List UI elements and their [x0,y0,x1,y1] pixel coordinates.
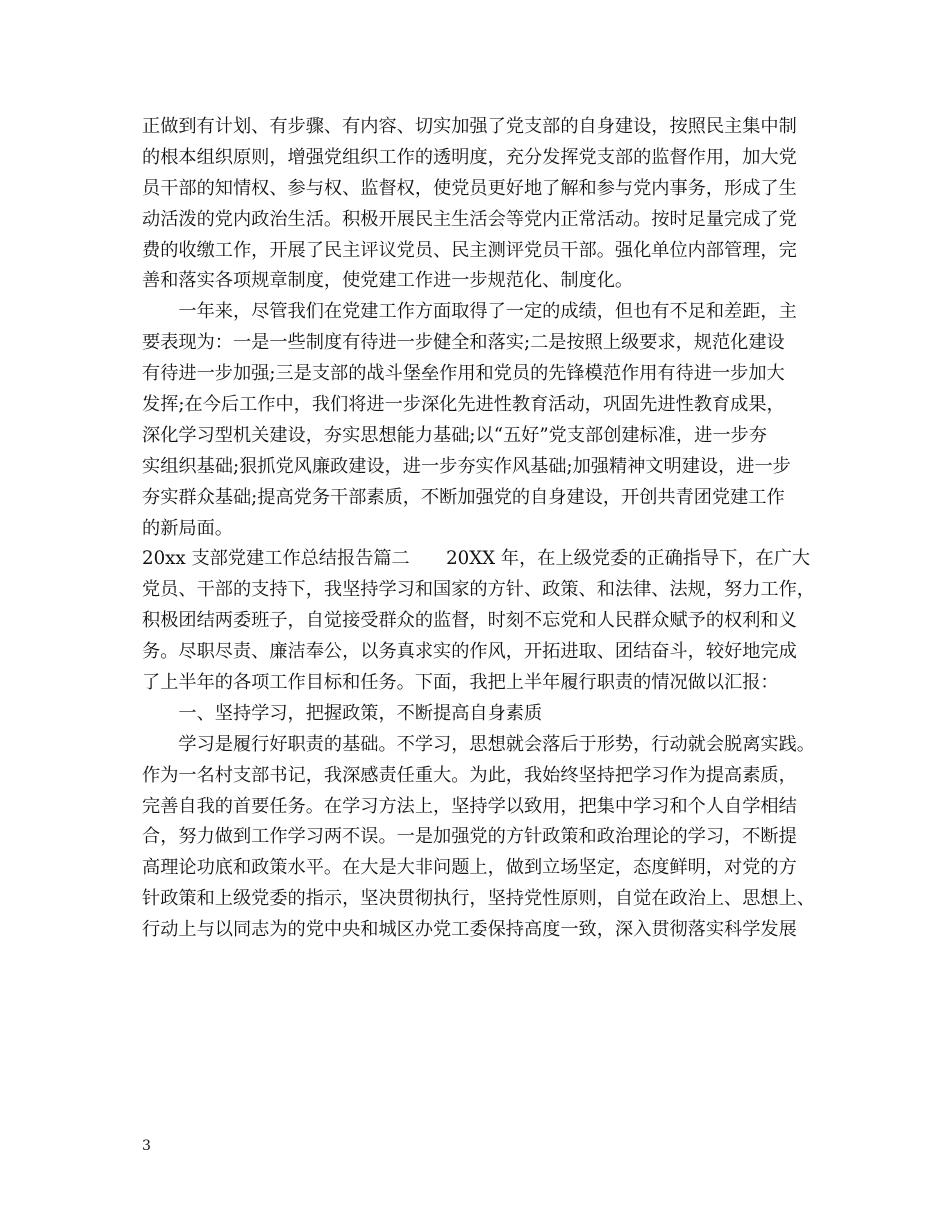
text-line: 学习是履行好职责的基础。不学习，思想就会落后于形势，行动就会脱离实践。 [142,733,815,755]
text-line: 深化学习型机关建设，夯实思想能力基础;以“五好”党支部创建标准，进一步夯 [142,424,767,446]
text-line: 发挥;在今后工作中，我们将进一步深化先进性教育活动，巩固先进性教育成果， [142,394,785,416]
text-line: 有待进一步加强;三是支部的战斗堡垒作用和党员的先锋模范作用有待进一步加大 [142,363,785,385]
text-line: 善和落实各项规章制度，使党建工作进一步规范化、制度化。 [142,270,634,292]
text-line: 夯实群众基础;提高党务干部素质，不断加强党的自身建设，开创共青团党建工作 [142,486,785,508]
text-line: 的新局面。 [142,517,233,539]
text-line: 费的收缴工作，开展了民主评议党员、民主测评党员干部。强化单位内部管理，完 [142,239,797,261]
section-heading-line: 20xx 支部党建工作总结报告篇二 20XX 年，在上级党委的正确指导下，在广大 [142,548,811,570]
text-line: 积极团结两委班子，自觉接受群众的监督，时刻不忘党和人民群众赋予的权利和义 [142,610,797,632]
text-line: 员干部的知情权、参与权、监督权，使党员更好地了解和参与党内事务，形成了生 [142,177,797,199]
text-line: 正做到有计划、有步骤、有内容、切实加强了党支部的自身建设，按照民主集中制 [142,116,797,137]
subheading-line: 一、坚持学习，把握政策，不断提高自身素质 [142,702,543,724]
text-line: 动活泼的党内政治生活。积极开展民主生活会等党内正常活动。按时足量完成了党 [142,208,797,230]
text-line: 针政策和上级党委的指示，坚决贯彻执行，坚持党性原则，自觉在政治上、思想上、 [142,888,815,910]
page-number: 3 [142,1138,151,1154]
text-line: 一年来，尽管我们在党建工作方面取得了一定的成绩，但也有不足和差距，主 [142,301,797,323]
text-line: 务。尽职尽责、廉洁奉公，以务真求实的作风，开拓进取、团结奋斗，较好地完成 [142,641,797,663]
text-line: 高理论功底和政策水平。在大是大非问题上，做到立场坚定，态度鲜明，对党的方 [142,857,797,879]
text-line: 合，努力做到工作学习两不误。一是加强党的方针政策和政治理论的学习，不断提 [142,826,797,848]
text-line: 实组织基础;狠抓党风廉政建设，进一步夯实作风基础;加强精神文明建设，进一步 [142,455,791,477]
text-line: 了上半年的各项工作目标和任务。下面，我把上半年履行职责的情况做以汇报： [142,672,779,694]
text-line: 的根本组织原则，增强党组织工作的透明度，充分发挥党支部的监督作用，加大党 [142,146,797,168]
text-line: 党员、干部的支持下，我坚持学习和国家的方针、政策、和法律、法规，努力工作， [142,579,815,601]
text-line: 作为一名村支部书记，我深感责任重大。为此，我始终坚持把学习作为提高素质， [142,764,797,786]
body-text [142,112,842,946]
text-line: 行动上与以同志为的党中央和城区办党工委保持高度一致，深入贯彻落实科学发展 [142,919,797,941]
text-line: 要表现为：一是一些制度有待进一步健全和落实;二是按照上级要求，规范化建设 [142,332,785,354]
text-line: 完善自我的首要任务。在学习方法上，坚持学以致用，把集中学习和个人自学相结 [142,795,797,817]
